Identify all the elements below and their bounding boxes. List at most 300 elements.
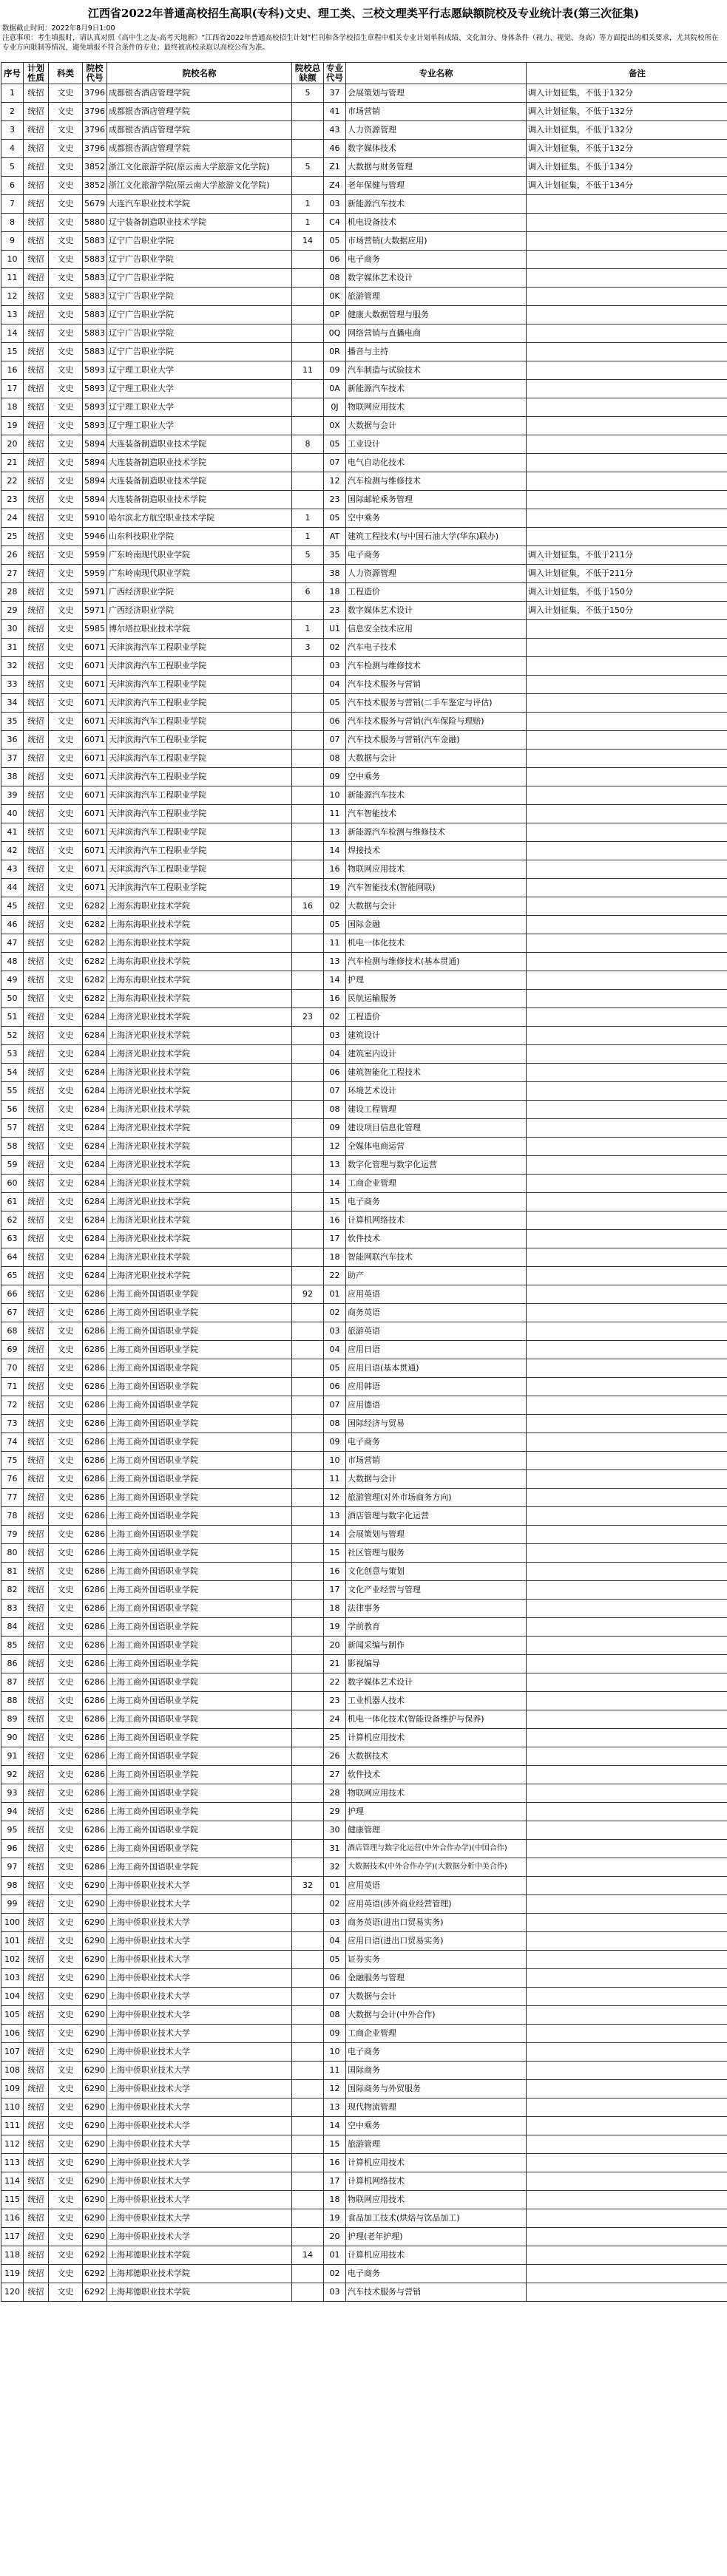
subject-category: 文史 [49, 1600, 83, 1618]
row-number: 115 [1, 2191, 24, 2209]
major-name: 电子商务 [346, 251, 527, 269]
school-name: 上海济光职业技术学院 [107, 1045, 292, 1064]
remark [527, 1045, 727, 1064]
remark [527, 1858, 727, 1877]
table-row [1, 435, 727, 454]
remark [527, 731, 727, 750]
major-name: 汽车技术服务与营销(汽车金融) [346, 731, 527, 750]
major-name: 应用英语 [346, 1285, 527, 1304]
remark [527, 343, 727, 361]
school-name: 上海工商外国语职业学院 [107, 1710, 292, 1729]
school-code: 6290 [83, 1877, 107, 1895]
plan-type: 统招 [24, 1840, 49, 1858]
school-total-vacancy [292, 1211, 324, 1230]
major-code: 01 [324, 1877, 346, 1895]
table-row [1, 1322, 727, 1341]
major-code: 13 [324, 953, 346, 971]
plan-type: 统招 [24, 2117, 49, 2135]
table-row [1, 1803, 727, 1821]
plan-type: 统招 [24, 2265, 49, 2283]
plan-type: 统招 [24, 2135, 49, 2154]
subject-category: 文史 [49, 768, 83, 786]
remark [527, 1433, 727, 1452]
major-name: 全媒体电商运营 [346, 1138, 527, 1156]
subject-category: 文史 [49, 620, 83, 639]
plan-type: 统招 [24, 1895, 49, 1914]
school-name: 天津滨海汽车工程职业学院 [107, 860, 292, 879]
major-name: 酒店管理与数字化运营 [346, 1507, 527, 1526]
school-total-vacancy [292, 1637, 324, 1655]
school-code: 6286 [83, 1341, 107, 1359]
school-total-vacancy [292, 2172, 324, 2191]
major-name: 汽车技术服务与营销 [346, 2283, 527, 2302]
subject-category: 文史 [49, 842, 83, 860]
row-number: 82 [1, 1581, 24, 1600]
major-name: 国际金融 [346, 916, 527, 934]
row-number: 88 [1, 1692, 24, 1710]
plan-type: 统招 [24, 528, 49, 546]
plan-type: 统招 [24, 1359, 49, 1378]
remark [527, 934, 727, 953]
major-name: 汽车智能技术 [346, 805, 527, 823]
major-code: 07 [324, 1988, 346, 2006]
school-total-vacancy: 3 [292, 639, 324, 657]
table-row [1, 343, 727, 361]
row-number: 67 [1, 1304, 24, 1322]
major-code: 18 [324, 1248, 346, 1267]
row-number: 99 [1, 1895, 24, 1914]
major-code: 38 [324, 565, 346, 583]
subject-category: 文史 [49, 1526, 83, 1544]
school-code: 6071 [83, 860, 107, 879]
row-number: 92 [1, 1766, 24, 1784]
school-total-vacancy [292, 1248, 324, 1267]
major-code: 11 [324, 1470, 346, 1489]
plan-type: 统招 [24, 2062, 49, 2080]
major-name: 应用日语(进出口贸易实务) [346, 1932, 527, 1951]
remark [527, 823, 727, 842]
major-name: 信息安全技术应用 [346, 620, 527, 639]
row-number: 21 [1, 454, 24, 472]
major-name: 建筑智能化工程技术 [346, 1064, 527, 1082]
major-name: 物联网应用技术 [346, 398, 527, 417]
subject-category: 文史 [49, 454, 83, 472]
plan-type: 统招 [24, 1489, 49, 1507]
school-name: 上海工商外国语职业学院 [107, 1415, 292, 1433]
row-number: 116 [1, 2209, 24, 2228]
school-total-vacancy [292, 990, 324, 1008]
row-number: 51 [1, 1008, 24, 1027]
major-code: 06 [324, 1378, 346, 1396]
school-total-vacancy [292, 380, 324, 398]
table-row [1, 232, 727, 251]
school-name: 上海工商外国语职业学院 [107, 1581, 292, 1600]
school-total-vacancy [292, 2209, 324, 2228]
row-number: 6 [1, 177, 24, 195]
subject-category: 文史 [49, 1692, 83, 1710]
major-code: 18 [324, 1600, 346, 1618]
major-name: 护理 [346, 1803, 527, 1821]
plan-type: 统招 [24, 1138, 49, 1156]
school-total-vacancy: 1 [292, 528, 324, 546]
subject-category: 文史 [49, 1322, 83, 1341]
row-number: 111 [1, 2117, 24, 2135]
plan-type: 统招 [24, 491, 49, 509]
table-row [1, 1027, 727, 1045]
major-name: 大数据与会计 [346, 897, 527, 916]
row-number: 17 [1, 380, 24, 398]
major-code: 22 [324, 1267, 346, 1285]
school-name: 上海中侨职业技术大学 [107, 2098, 292, 2117]
remark [527, 1710, 727, 1729]
plan-type: 统招 [24, 842, 49, 860]
major-name: 旅游管理(对外市场商务方向) [346, 1489, 527, 1507]
table-row [1, 1489, 727, 1507]
table-row [1, 288, 727, 306]
school-name: 上海中侨职业技术大学 [107, 1877, 292, 1895]
plan-type: 统招 [24, 934, 49, 953]
column-header: 院校名称 [107, 63, 292, 84]
remark [527, 1563, 727, 1581]
major-code: 14 [324, 842, 346, 860]
plan-type: 统招 [24, 1821, 49, 1840]
remark: 调入计划征集，不低于132分 [527, 121, 727, 140]
subject-category: 文史 [49, 1359, 83, 1378]
subject-category: 文史 [49, 1008, 83, 1027]
school-total-vacancy [292, 713, 324, 731]
remark [527, 2006, 727, 2025]
subject-category: 文史 [49, 1673, 83, 1692]
major-name: 大数据与会计 [346, 417, 527, 435]
school-name: 上海工商外国语职业学院 [107, 1803, 292, 1821]
school-name: 辽宁广告职业学院 [107, 343, 292, 361]
school-total-vacancy [292, 2283, 324, 2302]
plan-type: 统招 [24, 177, 49, 195]
school-code: 6286 [83, 1840, 107, 1858]
remark [527, 860, 727, 879]
major-name: 电气自动化技术 [346, 454, 527, 472]
remark [527, 435, 727, 454]
school-code: 6286 [83, 1821, 107, 1840]
major-name: 法律事务 [346, 1600, 527, 1618]
table-row [1, 398, 727, 417]
school-name: 上海工商外国语职业学院 [107, 1544, 292, 1563]
table-row [1, 2062, 727, 2080]
row-number: 84 [1, 1618, 24, 1637]
table-row [1, 1637, 727, 1655]
plan-type: 统招 [24, 195, 49, 214]
row-number: 113 [1, 2154, 24, 2172]
remark [527, 1507, 727, 1526]
major-name: 学前教育 [346, 1618, 527, 1637]
school-code: 6286 [83, 1489, 107, 1507]
school-total-vacancy [292, 1581, 324, 1600]
school-name: 上海中侨职业技术大学 [107, 2135, 292, 2154]
plan-type: 统招 [24, 2228, 49, 2246]
school-total-vacancy [292, 676, 324, 694]
school-code: 6282 [83, 934, 107, 953]
school-code: 5959 [83, 565, 107, 583]
major-name: 电子商务 [346, 546, 527, 565]
major-name: 旅游管理 [346, 2135, 527, 2154]
subject-category: 文史 [49, 879, 83, 897]
school-name: 上海济光职业技术学院 [107, 1267, 292, 1285]
row-number: 45 [1, 897, 24, 916]
row-number: 70 [1, 1359, 24, 1378]
school-name: 上海中侨职业技术大学 [107, 2043, 292, 2062]
remark [527, 1969, 727, 1988]
school-total-vacancy: 5 [292, 158, 324, 177]
school-total-vacancy [292, 1729, 324, 1747]
school-total-vacancy [292, 2043, 324, 2062]
subject-category: 文史 [49, 103, 83, 121]
table-row [1, 990, 727, 1008]
subject-category: 文史 [49, 1285, 83, 1304]
subject-category: 文史 [49, 1821, 83, 1840]
school-name: 成都银杏酒店管理学院 [107, 140, 292, 158]
subject-category: 文史 [49, 121, 83, 140]
school-code: 5894 [83, 472, 107, 491]
school-code: 6286 [83, 1415, 107, 1433]
school-total-vacancy [292, 2098, 324, 2117]
major-name: 工商企业管理 [346, 1175, 527, 1193]
major-name: 建筑室内设计 [346, 1045, 527, 1064]
school-total-vacancy [292, 1914, 324, 1932]
plan-type: 统招 [24, 1156, 49, 1175]
school-code: 6290 [83, 1914, 107, 1932]
major-code: 08 [324, 1415, 346, 1433]
plan-type: 统招 [24, 897, 49, 916]
school-name: 天津滨海汽车工程职业学院 [107, 639, 292, 657]
major-code: 37 [324, 84, 346, 103]
table-row [1, 897, 727, 916]
school-code: 6071 [83, 750, 107, 768]
school-total-vacancy [292, 934, 324, 953]
plan-type: 统招 [24, 2209, 49, 2228]
table-row [1, 1378, 727, 1396]
school-total-vacancy [292, 2154, 324, 2172]
table-row [1, 1341, 727, 1359]
major-code: Z4 [324, 177, 346, 195]
table-row [1, 1507, 727, 1526]
school-name: 上海工商外国语职业学院 [107, 1618, 292, 1637]
subject-category: 文史 [49, 676, 83, 694]
major-code: Z1 [324, 158, 346, 177]
row-number: 76 [1, 1470, 24, 1489]
school-name: 上海工商外国语职业学院 [107, 1285, 292, 1304]
row-number: 117 [1, 2228, 24, 2246]
row-number: 14 [1, 324, 24, 343]
major-code: AT [324, 528, 346, 546]
major-code: 0X [324, 417, 346, 435]
subject-category: 文史 [49, 934, 83, 953]
school-code: 6290 [83, 2209, 107, 2228]
plan-type: 统招 [24, 1914, 49, 1932]
table-row [1, 1433, 727, 1452]
remark [527, 1341, 727, 1359]
row-number: 77 [1, 1489, 24, 1507]
major-name: 健康管理 [346, 1821, 527, 1840]
column-header: 计划性质 [24, 63, 49, 84]
table-row [1, 1470, 727, 1489]
row-number: 62 [1, 1211, 24, 1230]
school-total-vacancy [292, 1470, 324, 1489]
plan-type: 统招 [24, 1655, 49, 1673]
school-total-vacancy [292, 823, 324, 842]
table-row [1, 823, 727, 842]
school-code: 6286 [83, 1618, 107, 1637]
subject-category: 文史 [49, 2135, 83, 2154]
plan-type: 统招 [24, 1267, 49, 1285]
subject-category: 文史 [49, 897, 83, 916]
row-number: 74 [1, 1433, 24, 1452]
school-code: 6286 [83, 1470, 107, 1489]
row-number: 16 [1, 361, 24, 380]
school-total-vacancy [292, 1230, 324, 1248]
major-name: 数字媒体艺术设计 [346, 1673, 527, 1692]
row-number: 120 [1, 2283, 24, 2302]
remark [527, 1304, 727, 1322]
major-code: 04 [324, 1932, 346, 1951]
school-code: 6071 [83, 805, 107, 823]
table-row [1, 1045, 727, 1064]
major-name: 大数据技术 [346, 1747, 527, 1766]
school-name: 上海工商外国语职业学院 [107, 1840, 292, 1858]
table-row [1, 1821, 727, 1840]
remark [527, 1064, 727, 1082]
row-number: 47 [1, 934, 24, 953]
row-number: 97 [1, 1858, 24, 1877]
major-code: 03 [324, 195, 346, 214]
subject-category: 文史 [49, 2117, 83, 2135]
major-name: 汽车检测与维修技术 [346, 472, 527, 491]
major-name: 酒店管理与数字化运营(中外合作办学)(中国合作) [346, 1840, 527, 1858]
school-name: 上海工商外国语职业学院 [107, 1359, 292, 1378]
major-name: 焊接技术 [346, 842, 527, 860]
subject-category: 文史 [49, 1211, 83, 1230]
school-name: 上海工商外国语职业学院 [107, 1673, 292, 1692]
table-row [1, 528, 727, 546]
major-name: 汽车制造与试验技术 [346, 361, 527, 380]
subject-category: 文史 [49, 2154, 83, 2172]
subject-category: 文史 [49, 140, 83, 158]
school-total-vacancy [292, 842, 324, 860]
school-total-vacancy [292, 2025, 324, 2043]
school-name: 辽宁理工职业大学 [107, 398, 292, 417]
major-name: 计算机应用技术 [346, 1729, 527, 1747]
school-name: 上海济光职业技术学院 [107, 1211, 292, 1230]
table-row [1, 1655, 727, 1673]
table-row [1, 103, 727, 121]
row-number: 95 [1, 1821, 24, 1840]
major-code: 0P [324, 306, 346, 324]
school-code: 6286 [83, 1359, 107, 1378]
table-row [1, 1877, 727, 1895]
school-code: 5880 [83, 214, 107, 232]
school-code: 5959 [83, 546, 107, 565]
plan-type: 统招 [24, 2098, 49, 2117]
school-name: 上海工商外国语职业学院 [107, 1452, 292, 1470]
major-code: 18 [324, 2191, 346, 2209]
row-number: 90 [1, 1729, 24, 1747]
table-row [1, 639, 727, 657]
table-row [1, 1618, 727, 1637]
plan-type: 统招 [24, 916, 49, 934]
table-row [1, 1988, 727, 2006]
school-code: 6286 [83, 1544, 107, 1563]
school-total-vacancy [292, 565, 324, 583]
school-name: 上海中侨职业技术大学 [107, 2228, 292, 2246]
table-row [1, 546, 727, 565]
school-code: 6286 [83, 1784, 107, 1803]
table-row [1, 1784, 727, 1803]
row-number: 73 [1, 1415, 24, 1433]
school-code: 6290 [83, 2098, 107, 2117]
subject-category: 文史 [49, 583, 83, 602]
major-name: 智能网联汽车技术 [346, 1248, 527, 1267]
school-code: 6284 [83, 1193, 107, 1211]
major-code: 18 [324, 583, 346, 602]
school-name: 浙江文化旅游学院(原云南大学旅游文化学院) [107, 177, 292, 195]
row-number: 93 [1, 1784, 24, 1803]
remark [527, 1673, 727, 1692]
school-code: 5893 [83, 417, 107, 435]
major-code: 12 [324, 1138, 346, 1156]
plan-type: 统招 [24, 1637, 49, 1655]
notice-text: 注意事项：考生填报时，请认真对照《高中生之友-高考天地新》“江西省2022年普通高校招生计划”栏刊和各学校招生章程中相关专业计划单科成绩、文化加分、身体条件（视力、视觉、身高）等方面提出的相关要求，尤其院校所在专业方向限制等情况，避免填报不符合条件的专业；最终被高校录取以高校公布为准。 [2, 34, 719, 52]
row-number: 89 [1, 1710, 24, 1729]
row-number: 68 [1, 1322, 24, 1341]
school-total-vacancy [292, 1396, 324, 1415]
school-code: 6286 [83, 1655, 107, 1673]
table-row [1, 1600, 727, 1618]
table-row [1, 1452, 727, 1470]
plan-type: 统招 [24, 1064, 49, 1082]
table-row [1, 158, 727, 177]
row-number: 27 [1, 565, 24, 583]
row-number: 75 [1, 1452, 24, 1470]
school-total-vacancy [292, 1526, 324, 1544]
row-number: 54 [1, 1064, 24, 1082]
school-code: 5883 [83, 324, 107, 343]
major-name: 文化创意与策划 [346, 1563, 527, 1581]
school-total-vacancy: 14 [292, 232, 324, 251]
school-code: 6071 [83, 842, 107, 860]
row-number: 38 [1, 768, 24, 786]
school-code: 6284 [83, 1008, 107, 1027]
major-name: 物联网应用技术 [346, 2191, 527, 2209]
remark [527, 232, 727, 251]
row-number: 48 [1, 953, 24, 971]
row-number: 34 [1, 694, 24, 713]
subject-category: 文史 [49, 417, 83, 435]
school-code: 6286 [83, 1526, 107, 1544]
major-name: 物联网应用技术 [346, 860, 527, 879]
subject-category: 文史 [49, 2062, 83, 2080]
subject-category: 文史 [49, 214, 83, 232]
row-number: 63 [1, 1230, 24, 1248]
major-name: 数字媒体艺术设计 [346, 269, 527, 288]
school-name: 上海中侨职业技术大学 [107, 2062, 292, 2080]
school-code: 6071 [83, 768, 107, 786]
table-row [1, 121, 727, 140]
major-name: 空中乘务 [346, 768, 527, 786]
subject-category: 文史 [49, 805, 83, 823]
school-total-vacancy [292, 1563, 324, 1581]
school-name: 辽宁理工职业大学 [107, 417, 292, 435]
row-number: 25 [1, 528, 24, 546]
remark [527, 1895, 727, 1914]
